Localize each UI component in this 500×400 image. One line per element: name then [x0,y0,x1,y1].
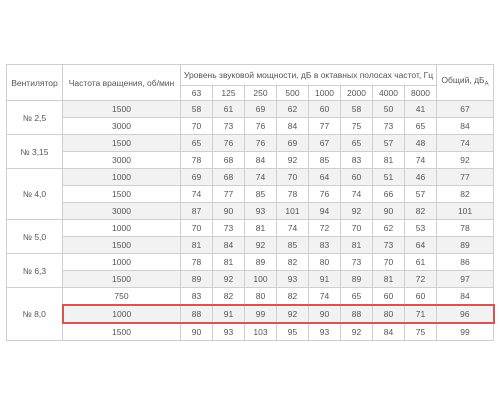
speed-cell: 1500 [63,101,181,118]
band-value-cell: 92 [277,152,309,169]
speed-cell: 1500 [63,323,181,341]
speed-cell: 1000 [63,220,181,237]
band-value-cell: 65 [341,135,373,152]
band-value-cell: 91 [213,305,245,323]
table-row [7,118,494,135]
band-header-63: 63 [181,86,213,101]
band-value-cell: 73 [213,220,245,237]
band-value-cell: 67 [309,135,341,152]
band-value-cell: 88 [341,305,373,323]
speed-cell: 1000 [63,169,181,186]
band-value-cell: 81 [213,254,245,271]
band-value-cell: 58 [341,101,373,118]
band-value-cell: 81 [373,271,405,288]
band-value-cell: 71 [405,305,437,323]
band-value-cell: 69 [181,169,213,186]
band-value-cell: 60 [341,169,373,186]
band-value-cell: 53 [405,220,437,237]
band-value-cell: 81 [341,237,373,254]
band-value-cell: 93 [309,323,341,341]
total-value-cell: 74 [437,135,494,152]
total-value-cell: 97 [437,271,494,288]
table-row [7,203,494,220]
band-value-cell: 60 [309,101,341,118]
band-value-cell: 76 [309,186,341,203]
band-value-cell: 93 [213,323,245,341]
band-value-cell: 70 [277,169,309,186]
fan-model-cell: № 3,15 [7,135,63,169]
total-value-cell: 89 [437,237,494,254]
band-value-cell: 87 [181,203,213,220]
band-value-cell: 62 [373,220,405,237]
total-value-cell: 82 [437,186,494,203]
band-value-cell: 90 [373,203,405,220]
band-value-cell: 60 [373,288,405,306]
noise-table-container [6,64,493,341]
band-value-cell: 91 [309,271,341,288]
band-value-cell: 84 [277,118,309,135]
total-value-cell: 67 [437,101,494,118]
band-value-cell: 41 [405,101,437,118]
band-value-cell: 85 [309,152,341,169]
band-value-cell: 48 [405,135,437,152]
band-value-cell: 51 [373,169,405,186]
total-value-cell: 92 [437,152,494,169]
table-row [7,152,494,169]
band-value-cell: 70 [181,118,213,135]
band-value-cell: 84 [245,152,277,169]
total-value-cell: 86 [437,254,494,271]
fan-model-cell: № 6,3 [7,254,63,288]
total-value-cell: 96 [437,305,494,323]
band-value-cell: 74 [309,288,341,306]
total-header [437,65,494,101]
band-value-cell: 83 [181,288,213,306]
total-value-cell: 99 [437,323,494,341]
speed-cell: 1500 [63,186,181,203]
table-row [7,135,494,152]
band-value-cell: 70 [181,220,213,237]
band-group-header: Уровень звуковой мощности, дБ в октавных полосах частот, Гц [181,65,437,86]
band-value-cell: 80 [309,254,341,271]
speed-cell: 1500 [63,237,181,254]
total-value-cell: 77 [437,169,494,186]
band-header-8000: 8000 [405,86,437,101]
band-value-cell: 77 [309,118,341,135]
band-value-cell: 94 [309,203,341,220]
band-value-cell: 78 [277,186,309,203]
band-value-cell: 90 [309,305,341,323]
table-row [7,101,494,118]
total-header-sub: A [484,81,489,88]
band-value-cell: 80 [245,288,277,306]
band-value-cell: 81 [373,152,405,169]
speed-cell: 750 [63,288,181,306]
table-row [7,237,494,254]
speed-cell: 1500 [63,135,181,152]
band-value-cell: 46 [405,169,437,186]
speed-cell: 3000 [63,203,181,220]
fan-model-cell: № 8,0 [7,288,63,341]
speed-cell: 3000 [63,152,181,169]
band-value-cell: 82 [405,203,437,220]
band-header-125: 125 [213,86,245,101]
table-row [7,169,494,186]
band-value-cell: 61 [405,254,437,271]
band-value-cell: 103 [245,323,277,341]
band-value-cell: 84 [213,237,245,254]
band-value-cell: 90 [213,203,245,220]
band-value-cell: 75 [341,118,373,135]
band-value-cell: 57 [405,186,437,203]
band-value-cell: 66 [373,186,405,203]
band-value-cell: 88 [181,305,213,323]
band-value-cell: 82 [213,288,245,306]
band-value-cell: 72 [405,271,437,288]
table-row [7,254,494,271]
band-value-cell: 64 [405,237,437,254]
speed-header: Частота вращения, об/мин [63,65,181,101]
band-value-cell: 64 [309,169,341,186]
band-value-cell: 85 [277,237,309,254]
table-row [7,186,494,203]
band-value-cell: 76 [245,118,277,135]
band-value-cell: 76 [213,135,245,152]
noise-level-table [6,64,495,341]
band-value-cell: 95 [277,323,309,341]
band-value-cell: 92 [341,203,373,220]
band-value-cell: 77 [213,186,245,203]
band-value-cell: 72 [309,220,341,237]
band-value-cell: 82 [277,254,309,271]
band-value-cell: 99 [245,305,277,323]
band-value-cell: 76 [245,135,277,152]
band-value-cell: 62 [277,101,309,118]
band-value-cell: 58 [181,101,213,118]
band-value-cell: 84 [373,323,405,341]
band-value-cell: 65 [181,135,213,152]
band-header-500: 500 [277,86,309,101]
band-value-cell: 68 [213,169,245,186]
band-value-cell: 69 [245,101,277,118]
band-header-4000: 4000 [373,86,405,101]
band-value-cell: 92 [341,323,373,341]
band-header-250: 250 [245,86,277,101]
total-value-cell: 101 [437,203,494,220]
band-value-cell: 74 [245,169,277,186]
band-value-cell: 78 [181,254,213,271]
band-value-cell: 70 [373,254,405,271]
band-value-cell: 81 [181,237,213,254]
band-value-cell: 80 [373,305,405,323]
band-value-cell: 89 [181,271,213,288]
fan-model-cell: № 2,5 [7,101,63,135]
total-value-cell: 78 [437,220,494,237]
fan-model-cell: № 4,0 [7,169,63,220]
band-value-cell: 61 [213,101,245,118]
speed-cell: 1000 [63,254,181,271]
band-value-cell: 68 [213,152,245,169]
band-value-cell: 93 [277,271,309,288]
band-value-cell: 101 [277,203,309,220]
table-row [7,288,494,306]
speed-cell: 1500 [63,271,181,288]
band-value-cell: 73 [373,118,405,135]
band-value-cell: 73 [213,118,245,135]
band-value-cell: 100 [245,271,277,288]
band-value-cell: 78 [181,152,213,169]
band-value-cell: 65 [405,118,437,135]
table-row [7,323,494,341]
band-value-cell: 93 [245,203,277,220]
total-header-label: Общий, дБ [441,75,485,86]
band-value-cell: 83 [309,237,341,254]
speed-cell: 1000 [63,305,181,323]
band-value-cell: 74 [277,220,309,237]
band-value-cell: 73 [373,237,405,254]
band-value-cell: 74 [181,186,213,203]
table-row [7,220,494,237]
band-value-cell: 65 [341,288,373,306]
total-value-cell: 84 [437,118,494,135]
band-value-cell: 69 [277,135,309,152]
band-value-cell: 70 [341,220,373,237]
band-value-cell: 85 [245,186,277,203]
band-value-cell: 50 [373,101,405,118]
band-value-cell: 92 [277,305,309,323]
band-value-cell: 83 [341,152,373,169]
band-value-cell: 90 [181,323,213,341]
fan-header: Вентилятор [7,65,63,101]
band-header-2000: 2000 [341,86,373,101]
band-value-cell: 92 [245,237,277,254]
band-value-cell: 75 [405,323,437,341]
table-row [7,271,494,288]
band-value-cell: 73 [341,254,373,271]
band-value-cell: 74 [341,186,373,203]
fan-model-cell: № 5,0 [7,220,63,254]
band-value-cell: 60 [405,288,437,306]
band-value-cell: 81 [245,220,277,237]
band-value-cell: 92 [213,271,245,288]
band-value-cell: 57 [373,135,405,152]
speed-cell: 3000 [63,118,181,135]
band-header-1000: 1000 [309,86,341,101]
band-value-cell: 82 [277,288,309,306]
table-row [7,305,494,323]
band-value-cell: 89 [245,254,277,271]
total-value-cell: 84 [437,288,494,306]
band-value-cell: 74 [405,152,437,169]
band-value-cell: 89 [341,271,373,288]
